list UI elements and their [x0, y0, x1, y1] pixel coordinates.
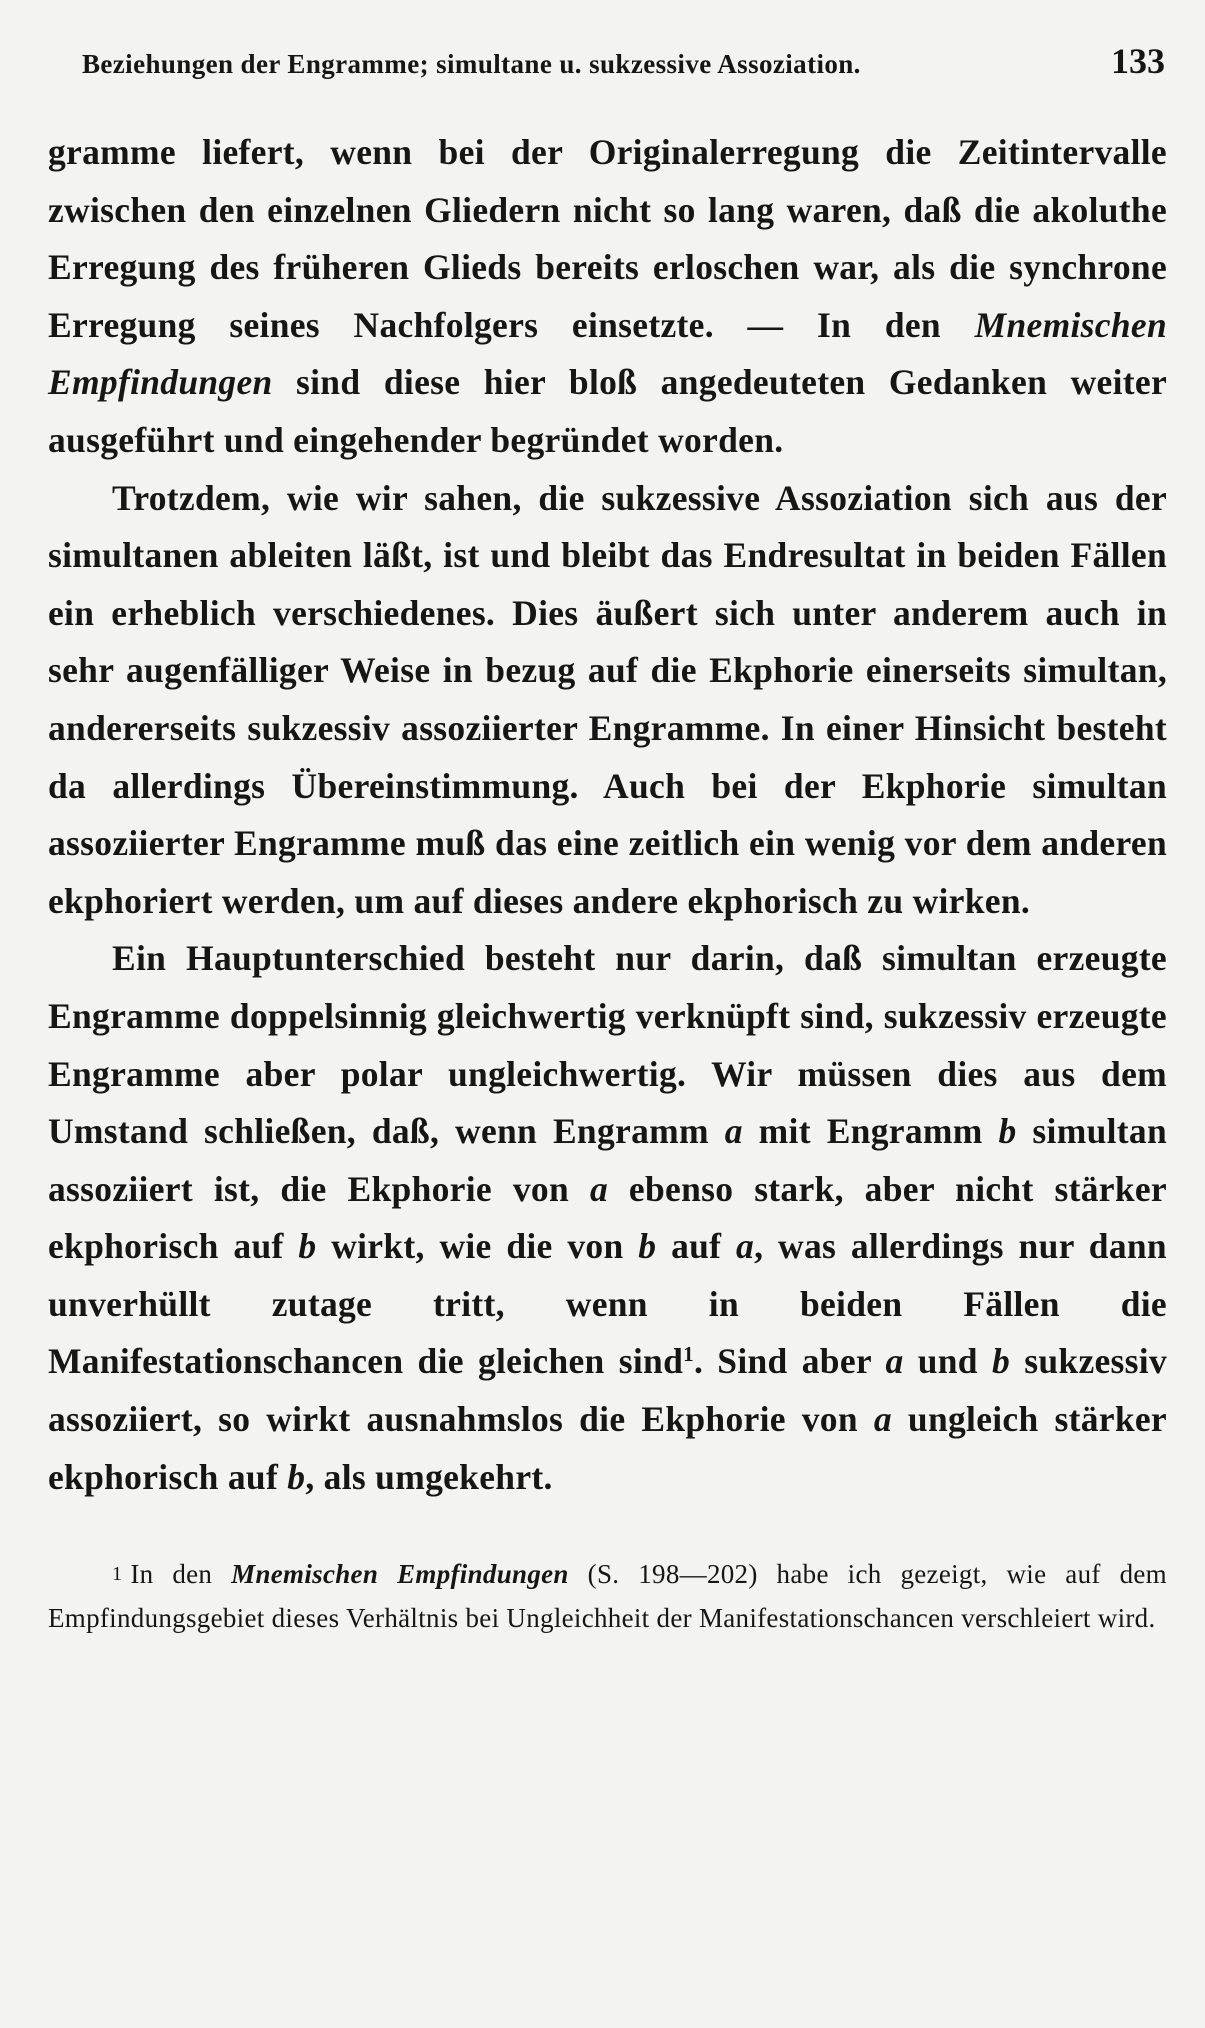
variable-b: b [992, 1341, 1011, 1382]
running-title: Beziehungen der Engramme; simultane u. sukzessive Assoziation. [82, 49, 861, 79]
text-segment: ebenso stark, aber nicht stärker ekphorisch auf [48, 1168, 1167, 1267]
text-segment: sind diese hier bloß angedeuteten Gedanken weiter ausgeführt und eingehender begründet worden. [48, 362, 1167, 460]
text-segment: wirkt, wie die von [316, 1226, 639, 1267]
text-segment: , als umgekehrt. [305, 1456, 553, 1497]
text-segment: . Sind aber [693, 1341, 886, 1382]
variable-b: b [998, 1111, 1017, 1152]
text-segment: Ein Hauptunterschied besteht nur darin, daß simultan erzeugte Engramme doppelsinnig gleichwertig verknüpft sind, sukzessiv erzeugte Engramme aber polar ungleichwertig. Wir müssen dies aus dem Umstand schließen, daß, wenn Engramm [48, 938, 1167, 1152]
text-segment: auf [656, 1226, 737, 1267]
footnote-reference: 1 [683, 1342, 694, 1367]
variable-a: a [724, 1111, 743, 1152]
variable-a: a [873, 1399, 892, 1440]
variable-b: b [287, 1456, 306, 1497]
variable-b: b [638, 1226, 657, 1267]
paragraph: Trotzdem, wie wir sahen, die sukzessive Assoziation sich aus der simultanen ableiten läßt, ist und bleibt das Endresultat in beiden Fällen ein erheblich verschiedenes. Dies äußert sich unter anderem auch in sehr augenfälliger Weise in bezug auf die Ekphorie einerseits simultan, andererseits sukzessiv assoziierter Engramme. In einer Hinsicht besteht da allerdings Übereinstimmung. Auch bei der Ekphorie simultan assoziierter Engramme muß das eine zeitlich ein wenig vor dem anderen ekphoriert werden, um auf dieses andere ekphorisch zu wirken. [48, 477, 1167, 921]
footnote-marker: 1 [112, 1563, 123, 1586]
text-segment: gramme liefert, wenn bei der Originalerregung die Zeitintervalle zwischen den einzelnen Gliedern nicht so lang waren, daß die akoluthe Erregung des früheren Glieds bereits erloschen war, als die synchrone Erregung seines Nachfolgers einsetzte. — In den [48, 132, 1167, 345]
text-segment: In den [130, 1559, 232, 1590]
text-segment: , was allerdings nur dann unverhüllt zutage tritt, wenn in beiden Fällen die Manifestationschancen die gleichen sind [48, 1226, 1167, 1382]
text-segment: mit Engramm [742, 1111, 999, 1152]
text-segment: (S. 198—202) habe ich gezeigt, wie auf dem Empfindungsgebiet dieses Verhältnis bei Ungleichheit der Manifestationschancen verschleiert wird. [48, 1559, 1167, 1634]
paragraph-continued [48, 124, 1167, 470]
book-title-reference: Mnemischen Empfindungen [48, 304, 1167, 403]
paragraph [48, 930, 1167, 1506]
variable-a: a [885, 1341, 904, 1382]
variable-a: a [736, 1226, 755, 1267]
text-segment: und [903, 1341, 993, 1382]
running-head [48, 40, 1167, 98]
page-number: 133 [1111, 41, 1165, 81]
text-segment: ungleich stärker ekphorisch auf [48, 1399, 1167, 1497]
variable-b: b [298, 1226, 317, 1267]
variable-a: a [589, 1168, 608, 1209]
text-segment: sukzessiv assoziiert, so wirkt ausnahmslos die Ekphorie von [48, 1341, 1168, 1440]
body-text [48, 124, 1167, 1506]
book-title-reference: Mnemischen Empfindungen [231, 1559, 569, 1590]
text-segment: simultan assoziiert ist, die Ekphorie von [48, 1111, 1168, 1209]
footnote [48, 1552, 1167, 1640]
